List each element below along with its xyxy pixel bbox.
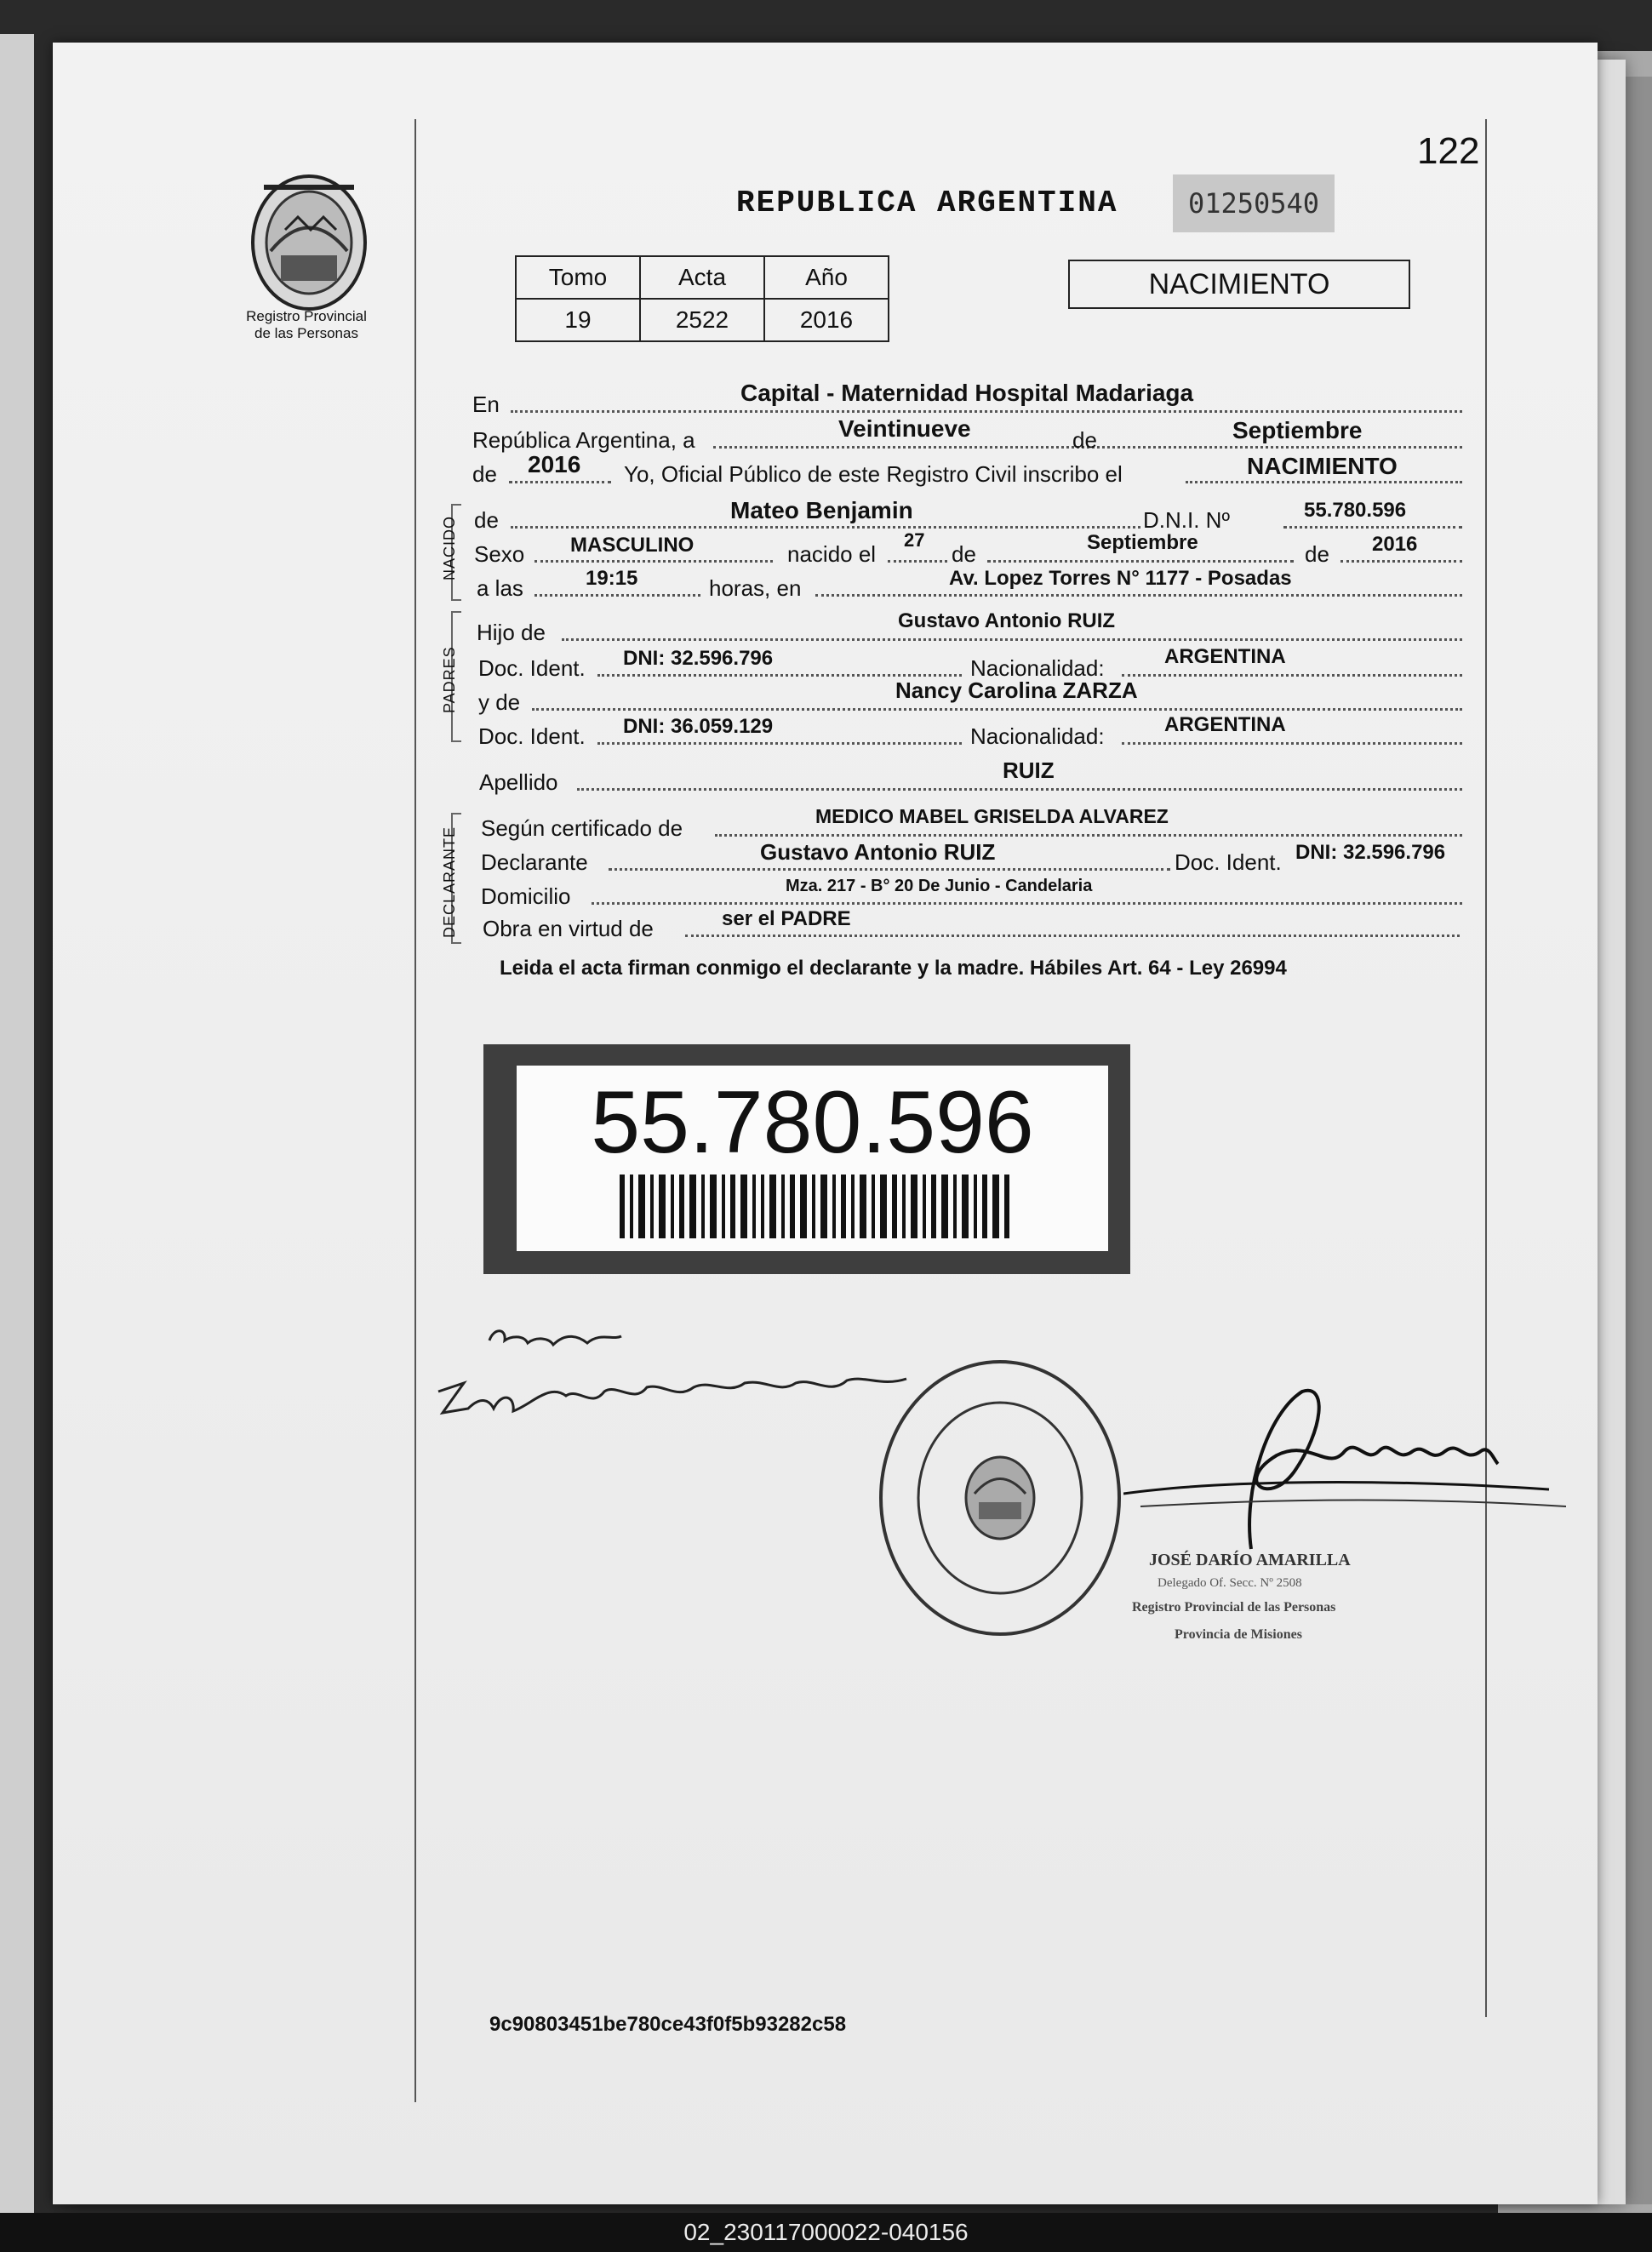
de-label: de [1072, 427, 1097, 453]
official-province: Provincia de Misiones [1175, 1627, 1302, 1642]
crest-caption [209, 308, 404, 342]
value-ano: 2016 [764, 299, 889, 341]
birth-address: Av. Lopez Torres N° 1177 - Posadas [949, 567, 1292, 590]
child-sex: MASCULINO [570, 534, 695, 557]
birth-year: 2016 [1372, 533, 1418, 556]
dotted-line [888, 560, 947, 563]
value-tomo: 19 [516, 299, 640, 341]
dotted-line [1186, 481, 1462, 483]
doc-ident-label: Doc. Ident. [1175, 849, 1282, 875]
cert-label: Según certificado de [481, 815, 683, 841]
crest-caption-line-2: de las Personas [254, 325, 358, 341]
cert-doctor: MEDICO MABEL GRISELDA ALVAREZ [815, 805, 1169, 827]
dotted-line [597, 674, 962, 677]
domicilio-label: Domicilio [481, 883, 571, 909]
page-number: 122 [1417, 130, 1480, 172]
crest-caption-line-1: Registro Provincial [246, 308, 367, 324]
official-text: Yo, Oficial Público de este Registro Civil inscribo el [624, 461, 1123, 487]
mother-nationality: ARGENTINA [1164, 713, 1286, 736]
father-name: Gustavo Antonio RUIZ [898, 609, 1116, 632]
dotted-line [592, 902, 1462, 905]
y-de-label: y de [478, 689, 521, 715]
document-hash: 9c90803451be780ce43f0f5b93282c58 [489, 2013, 847, 2036]
dotted-line [609, 868, 1170, 871]
registry-header-row [516, 256, 889, 299]
declarant-doc: DNI: 32.596.796 [1295, 841, 1446, 864]
child-name: Mateo Benjamin [730, 497, 913, 523]
signature-icon [1123, 1379, 1566, 1566]
de-label: de [472, 461, 497, 487]
declarante-label: Declarante [481, 849, 588, 875]
dotted-line [532, 708, 1462, 711]
value-acta: 2522 [640, 299, 764, 341]
background-page-left [0, 34, 34, 2213]
dotted-line [1122, 674, 1462, 677]
barcode-icon [620, 1175, 1011, 1238]
handwritten-names-icon [430, 1302, 940, 1438]
dotted-line [815, 594, 1462, 597]
dotted-line [534, 560, 773, 563]
act-text: NACIMIENTO [1247, 453, 1398, 479]
birth-time: 19:15 [586, 567, 638, 590]
surname-value: RUIZ [1003, 757, 1055, 783]
section-label-padres: PADRES [441, 646, 458, 713]
day-text: Veintinueve [838, 415, 971, 442]
margin-line-left [414, 119, 416, 2102]
official-org: Registro Provincial de las Personas [1132, 1600, 1336, 1615]
year-text: 2016 [528, 451, 581, 477]
child-dni: 55.780.596 [1304, 499, 1407, 522]
dotted-line [534, 594, 700, 597]
father-nationality: ARGENTINA [1164, 645, 1286, 668]
horas-label: horas, en [709, 575, 802, 601]
birth-day: 27 [904, 529, 925, 551]
republic-label: República Argentina, a [472, 427, 695, 453]
country-title: REPUBLICA ARGENTINA [736, 186, 1118, 220]
nacido-label: nacido el [787, 541, 877, 567]
declarant-reason: ser el PADRE [722, 907, 851, 930]
dotted-line [1340, 560, 1462, 563]
closing-statement: Leida el acta firman conmigo el declarante y la madre. Hábiles Art. 64 - Ley 26994 [500, 957, 1287, 980]
month-text: Septiembre [1232, 417, 1363, 443]
sexo-label: Sexo [474, 541, 525, 567]
doc-ident-label: Doc. Ident. [478, 655, 586, 681]
dotted-line [1122, 742, 1462, 745]
father-doc: DNI: 32.596.796 [623, 647, 774, 670]
section-label-nacido: NACIDO [441, 515, 458, 580]
official-seal-icon [872, 1353, 1128, 1643]
doc-ident-label: Doc. Ident. [478, 723, 586, 749]
birth-month: Septiembre [1087, 531, 1198, 554]
dotted-line [597, 742, 962, 745]
record-type-box: NACIMIENTO [1068, 260, 1410, 309]
section-label-declarante: DECLARANTE [441, 826, 458, 938]
province-crest-icon [247, 170, 371, 315]
en-label: En [472, 392, 500, 417]
header-acta: Acta [640, 256, 764, 299]
dotted-line [511, 410, 1462, 413]
registry-table [515, 255, 889, 342]
obra-label: Obra en virtud de [483, 916, 654, 941]
declarant-name: Gustavo Antonio RUIZ [760, 839, 996, 865]
de-label: de [1305, 541, 1329, 567]
official-name: JOSÉ DARÍO AMARILLA [1149, 1551, 1351, 1569]
mother-doc: DNI: 36.059.129 [623, 715, 774, 738]
official-title: Delegado Of. Secc. Nº 2508 [1158, 1576, 1302, 1590]
margin-line-right [1485, 119, 1487, 2017]
header-tomo: Tomo [516, 256, 640, 299]
dotted-line [1283, 526, 1462, 529]
nationality-label: Nacionalidad: [970, 723, 1105, 749]
serial-number: 01250540 [1173, 174, 1335, 232]
apellido-label: Apellido [479, 769, 558, 795]
dotted-line [685, 935, 1460, 937]
nationality-label: Nacionalidad: [970, 655, 1105, 681]
mother-name: Nancy Carolina ZARZA [895, 677, 1138, 703]
hijo-de-label: Hijo de [477, 620, 546, 645]
barcode-number: 55.780.596 [591, 1073, 1034, 1172]
header-ano: Año [764, 256, 889, 299]
declarant-address: Mza. 217 - B° 20 De Junio - Candelaria [786, 877, 1093, 895]
dni-label: D.N.I. Nº [1143, 507, 1230, 533]
de-label: de [474, 507, 499, 533]
dotted-line [509, 481, 611, 483]
a-las-label: a las [477, 575, 523, 601]
dotted-line [577, 788, 1462, 791]
dotted-line [715, 834, 1462, 837]
scan-footer-id: 02_230117000022-040156 [0, 2213, 1652, 2252]
birth-place: Capital - Maternidad Hospital Madariaga [740, 380, 1194, 406]
dotted-line [562, 638, 1462, 641]
registry-value-row [516, 299, 889, 341]
dotted-line [987, 560, 1294, 563]
de-label: de [952, 541, 976, 567]
dotted-line [511, 526, 1140, 529]
